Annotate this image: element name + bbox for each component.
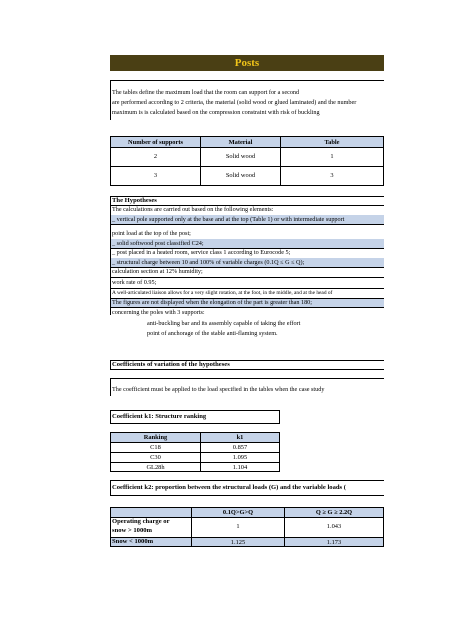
- table-cell: C18: [150, 444, 161, 451]
- hypothesis-line: anti-buckling bar and its assembly capable of taking the effort: [147, 320, 301, 327]
- hypothesis-line: _ vertical pole supported only at the base and at the top (Table 1) or with intermediate support: [112, 216, 345, 223]
- table-cell: 1.043: [326, 523, 342, 530]
- table-cell: 2: [153, 153, 158, 160]
- divider: [110, 307, 384, 308]
- hypothesis-line: calculation section at 12% humidity;: [112, 268, 203, 275]
- coefficients-note: The coefficient must be applied to the load specified in the tables when the case study: [112, 386, 325, 393]
- k2-title: Coefficient k2: proportion between the structural loads (G) and the variable loads (: [112, 484, 346, 491]
- table-header: Table: [324, 139, 340, 146]
- table-cell: Solid wood: [225, 172, 256, 179]
- table-cell: 0.857: [232, 444, 248, 451]
- table-cell: 1: [330, 153, 334, 160]
- intro-line: The tables define the maximum load that the room can support for a second: [112, 89, 300, 96]
- intro-line: maximum is is calculated based on the compression constraint with risk of buckling: [112, 109, 320, 116]
- page-title-bar: [110, 55, 384, 71]
- table-cell: 1: [236, 523, 240, 530]
- divider: [110, 80, 384, 81]
- hypothesis-line: concerning the poles with 3 supports:: [112, 309, 205, 316]
- divider: [110, 277, 384, 278]
- table-header: k1: [236, 434, 244, 441]
- table-header: Number of supports: [128, 139, 183, 146]
- hypothesis-line: The calculations are carried out based on the following elements:: [112, 206, 274, 213]
- hypothesis-line: work rate of 0.95;: [112, 279, 157, 286]
- k1-title: Coefficient k1: Structure ranking: [112, 413, 207, 420]
- table-cell: 3: [153, 172, 158, 179]
- row-label: Operating charge or: [112, 518, 170, 525]
- coefficients-title: Coefficients of variation of the hypotheses: [112, 361, 230, 368]
- hypothesis-line: point load at the top of the post;: [112, 230, 191, 237]
- divider: [110, 147, 384, 148]
- table-cell: 1.173: [326, 539, 342, 546]
- hypothesis-line: A well-articulated liaison allows for a very slight rotation, at the foot, in the middle, and at the head of: [112, 290, 333, 296]
- table-header: Material: [228, 139, 253, 146]
- intro-line: are performed according to 2 criteria, the material (solid wood or glued laminated) and the number: [112, 99, 357, 106]
- divider: [110, 378, 111, 396]
- hypothesis-line: _ structural charge between 10 and 100% of variable charges (0.1Q ≤ G ≤ Q);: [112, 259, 305, 266]
- hypothesis-line: The figures are not displayed when the elongation of the part is greater than 180;: [112, 299, 312, 306]
- table-header: Q ≥ G ≥ 2.2Q: [315, 509, 353, 516]
- row-label: Snow < 1000m: [112, 538, 154, 545]
- table-cell: 1.125: [230, 539, 246, 546]
- hypothesis-line: point of anchorage of the stable anti-flaming system.: [147, 330, 278, 337]
- divider: [110, 224, 384, 225]
- divider: [110, 166, 384, 167]
- table-cell: Solid wood: [225, 153, 256, 160]
- table-cell: 3: [330, 172, 334, 179]
- table-cell: 1.095: [232, 454, 248, 461]
- table-cell: GL28h: [146, 464, 165, 471]
- table-header: Ranking: [143, 434, 168, 441]
- table-header: 0.1Q>G>Q: [222, 509, 254, 516]
- table-cell: C30: [150, 454, 161, 461]
- page-title: Posts: [234, 57, 260, 69]
- divider: [110, 378, 384, 379]
- divider: [110, 80, 111, 120]
- row-label: snow > 1000m: [112, 527, 153, 534]
- hypothesis-line: _ post placed in a heated room, service class 1 according to Eurocode 5;: [112, 249, 291, 256]
- hypotheses-title: The Hypotheses: [112, 197, 157, 204]
- table-cell: 1.104: [232, 464, 248, 471]
- hypothesis-line: _ solid softwood post classified C24;: [112, 240, 204, 247]
